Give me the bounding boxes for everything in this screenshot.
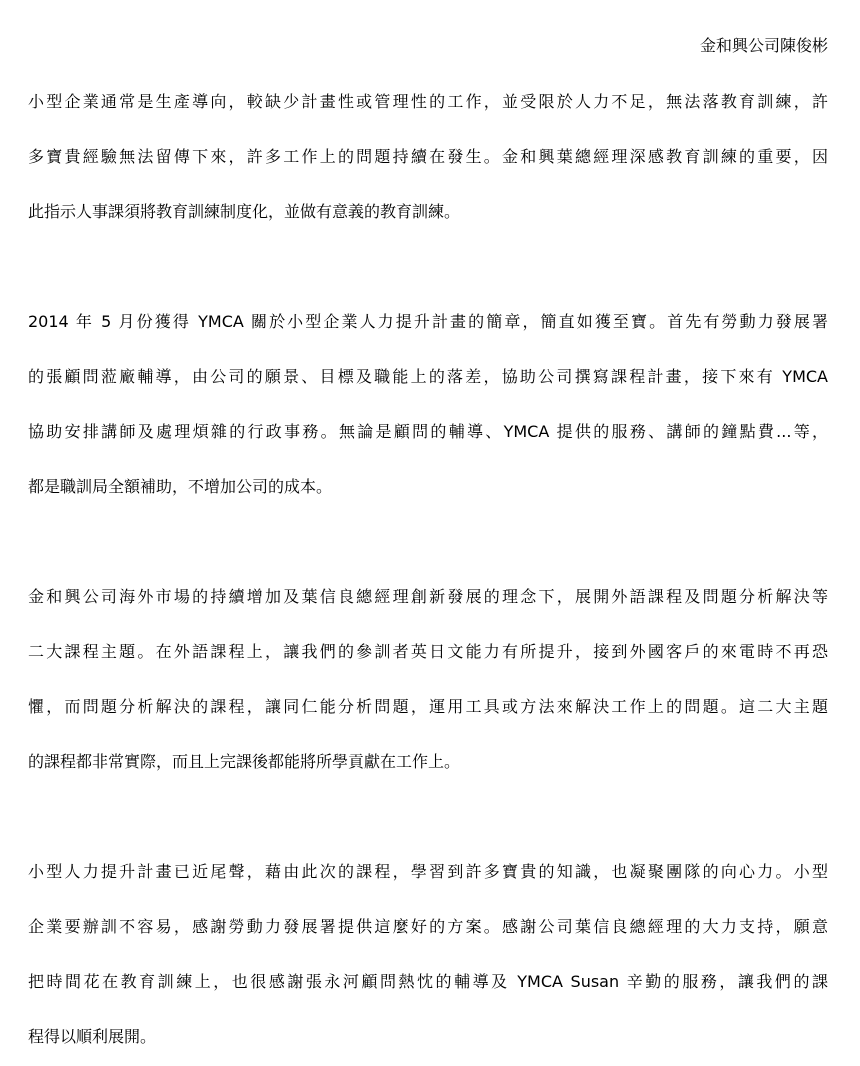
paragraph-2 (28, 308, 828, 500)
paragraph-line: 程得以順利展開。 (28, 1027, 157, 1046)
document-body (28, 88, 828, 1050)
paragraph-line: 2014 年 5 月份獲得 YMCA 關於小型企業人力提升計畫的簡章，簡直如獲至寶。首先有勞動力發展署 (28, 312, 828, 331)
paragraph-line: 此指示人事課須將教育訓練制度化，並做有意義的教育訓練。 (28, 202, 461, 221)
author-name: 金和興公司陳俊彬 (699, 36, 828, 55)
paragraph-line: 協助安排講師及處理煩雜的行政事務。無論是顧問的輔導、YMCA 提供的服務、講師的鐘點費...等， (28, 422, 828, 441)
paragraph-line: 的張顧問蒞廠輔導，由公司的願景、目標及職能上的落差，協助公司撰寫課程計畫，接下來有 YMCA (28, 367, 828, 386)
paragraph-line: 懼，而問題分析解決的課程，讓同仁能分析問題，運用工具或方法來解決工作上的問題。這二大主題 (28, 697, 828, 716)
paragraph-3 (28, 583, 828, 775)
paragraph-line: 多寶貴經驗無法留傳下來，許多工作上的問題持續在發生。金和興葉總經理深感教育訓練的重要，因 (28, 147, 828, 166)
paragraph-line: 都是職訓局全額補助，不增加公司的成本。 (28, 477, 333, 496)
paragraph-line: 金和興公司海外市場的持續增加及葉信良總經理創新發展的理念下，展開外語課程及問題分析解決等 (28, 587, 828, 606)
paragraph-line: 企業要辦訓不容易，感謝勞動力發展署提供這麼好的方案。感謝公司葉信良總經理的大力支持，願意 (28, 917, 828, 936)
paragraph-line: 二大課程主題。在外語課程上，讓我們的參訓者英日文能力有所提升，接到外國客戶的來電時不再恐 (28, 642, 828, 661)
paragraph-line: 的課程都非常實際，而且上完課後都能將所學貢獻在工作上。 (28, 752, 461, 771)
paragraph-4 (28, 858, 828, 1050)
paragraph-line: 小型企業通常是生產導向，較缺少計畫性或管理性的工作，並受限於人力不足，無法落教育訓練，許 (28, 92, 828, 111)
paragraph-1 (28, 88, 828, 225)
paragraph-line: 把時間花在教育訓練上，也很感謝張永河顧問熱忱的輔導及 YMCA Susan 辛勤的服務，讓我們的課 (28, 972, 828, 991)
paragraph-line: 小型人力提升計畫已近尾聲，藉由此次的課程，學習到許多寶貴的知識，也凝聚團隊的向心力。小型 (28, 862, 828, 881)
